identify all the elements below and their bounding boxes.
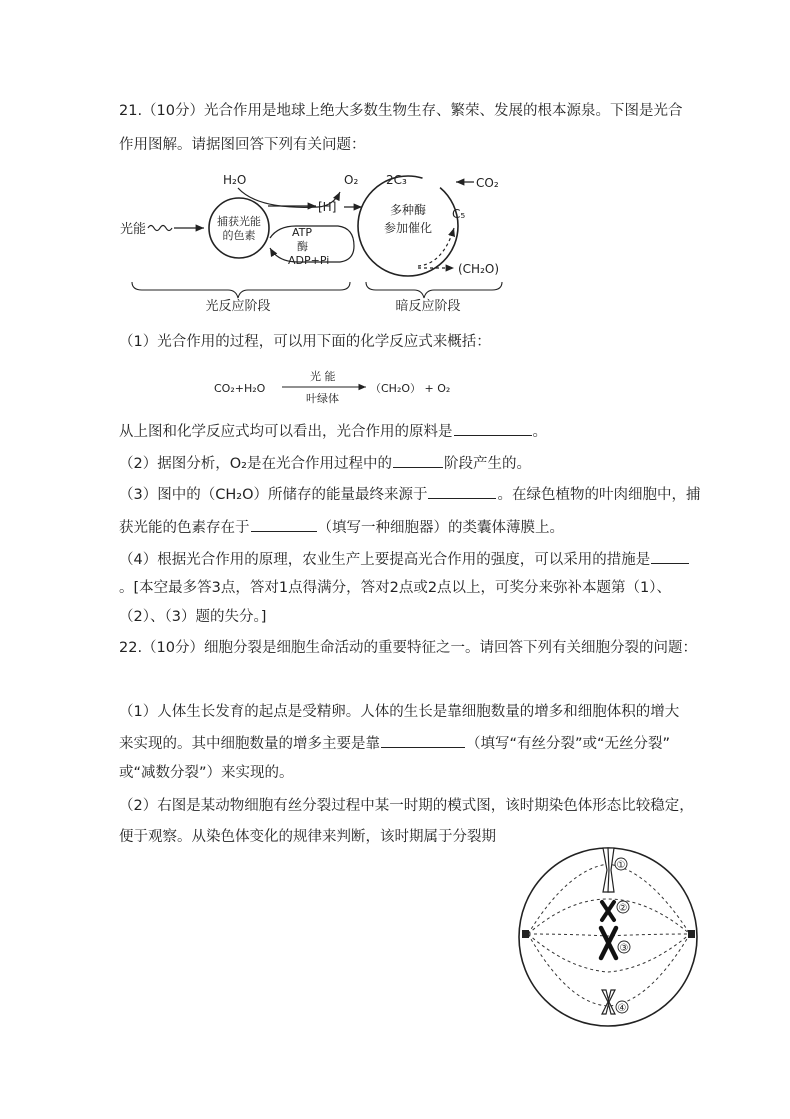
- q22-sub1-text-c: （填写“有丝分裂”或“无丝分裂”: [466, 736, 671, 752]
- q21-sub1: （1）光合作用的过程，可以用下面的化学反应式来概括：: [119, 334, 491, 350]
- q22-title: 22.（10分）细胞分裂是细胞生命活动的重要特征之一。请回答下列有关细胞分裂的问题：: [119, 640, 698, 656]
- q21-title-line1: 21.（10分）光合作用是地球上绝大多数生物生存、繁荣、发展的根本源泉。下图是光合: [119, 103, 683, 119]
- enzyme-circle-label-1: 多种酶: [389, 203, 427, 217]
- enzyme-label: 酶: [297, 240, 308, 253]
- equation-left: CO₂+H₂O: [214, 382, 266, 395]
- q21-sub3-text-d: （填写一种细胞器）的类囊体薄膜上。: [317, 520, 564, 536]
- equation-top: 光 能: [310, 370, 336, 383]
- q21-sub1-question: [119, 421, 547, 442]
- q21-sub3-line2: [119, 517, 564, 538]
- answer-blank-3[interactable]: [428, 484, 496, 499]
- q22-sub2-line2: 便于观察。从染色体变化的规律来判断，该时期属于分裂期: [119, 829, 496, 845]
- q21-sub4-line2: 。[本空最多答3点，答对1点得满分，答对2点或2点以上，可奖分来弥补本题第（1）、: [119, 580, 672, 596]
- centriole-right: [688, 930, 695, 938]
- light-stage-brace: [132, 282, 350, 298]
- answer-blank-6[interactable]: [381, 733, 465, 748]
- q22-sub2-line1: （2）右图是某动物细胞有丝分裂过程中某一时期的模式图，该时期染色体形态比较稳定，: [119, 798, 694, 814]
- o2-label: O₂: [344, 173, 359, 187]
- answer-blank-4[interactable]: [251, 517, 317, 532]
- light-energy-label: 光能: [120, 222, 147, 237]
- chromosome-label-4: ④: [617, 1003, 627, 1014]
- dark-stage-label: 暗反应阶段: [395, 299, 461, 314]
- co2-label: CO₂: [476, 176, 499, 190]
- equation-right: （CH₂O） + O₂: [370, 382, 451, 395]
- q21-sub3-line1: [119, 484, 700, 505]
- mitosis-cell-diagram: [508, 844, 708, 1034]
- answer-blank-2[interactable]: [393, 453, 443, 468]
- answer-blank-5[interactable]: [651, 549, 689, 564]
- chromosome-2: [602, 902, 614, 920]
- c3-label: 2C₃: [386, 173, 407, 187]
- q21-sub1-question-end: 。: [532, 424, 547, 440]
- atp-label: ATP: [292, 226, 313, 239]
- chromosome-label-3: ③: [619, 943, 629, 954]
- light-wave-icon: [148, 226, 172, 231]
- pigment-circle: [209, 198, 269, 258]
- q21-sub2-end: 阶段产生的。: [443, 456, 531, 472]
- ch2o-label: (CH₂O): [458, 262, 500, 276]
- dark-stage-brace: [366, 282, 502, 298]
- centriole-left: [522, 930, 529, 938]
- chromosome-1: [603, 848, 614, 892]
- q21-sub4-line1: [119, 549, 690, 570]
- light-stage-label: 光反应阶段: [205, 299, 271, 314]
- q22-sub1-line2: [119, 733, 670, 754]
- q22-sub1-line3: 或“减数分裂”）来实现的。: [119, 765, 294, 781]
- q22-sub1-text-b: 来实现的。其中细胞数量的增多主要是靠: [119, 736, 380, 752]
- chemical-equation: [210, 366, 470, 410]
- h2o-label: H₂O: [223, 173, 247, 187]
- c5-label: C₅: [452, 207, 466, 221]
- q21-sub4-line3: （2）、（3）题的失分。]: [119, 609, 267, 625]
- q21-sub2-text: （2）据图分析，O₂是在光合作用过程中的: [119, 456, 392, 472]
- q21-sub3-text-c: 获光能的色素存在于: [119, 520, 250, 536]
- enzyme-circle-label-2: 参加催化: [383, 221, 433, 235]
- pigment-label-2: 的色素: [222, 229, 256, 242]
- q21-sub3-text: （3）图中的（CH₂O）所储存的能量最终来源于: [119, 487, 428, 503]
- equation-bottom: 叶绿体: [306, 392, 339, 405]
- chromosome-label-2: ②: [618, 903, 628, 914]
- q21-sub4-text: （4）根据光合作用的原理，农业生产上要提高光合作用的强度，可以采用的措施是: [119, 552, 651, 568]
- h-label: [H]: [318, 200, 337, 214]
- chromosome-4: [602, 990, 615, 1014]
- q21-title-line2: 作用图解。请据图回答下列有关问题：: [119, 137, 366, 153]
- q21-sub3-text-b: 。在绿色植物的叶肉细胞中，捕: [497, 487, 701, 503]
- q22-sub1-line1: （1）人体生长发育的起点是受精卵。人体的生长是靠细胞数量的增多和细胞体积的增大: [119, 704, 680, 720]
- chromosome-label-1: ①: [616, 860, 626, 871]
- q21-sub1-question-text: 从上图和化学反应式均可以看出，光合作用的原料是: [119, 424, 453, 440]
- q21-sub2: [119, 453, 531, 474]
- adp-label: ADP+Pi: [288, 254, 330, 267]
- pigment-label-1: 捕获光能: [217, 215, 261, 228]
- chromosome-3: [601, 928, 616, 958]
- answer-blank-1[interactable]: [454, 421, 532, 436]
- photosynthesis-diagram: [118, 162, 518, 314]
